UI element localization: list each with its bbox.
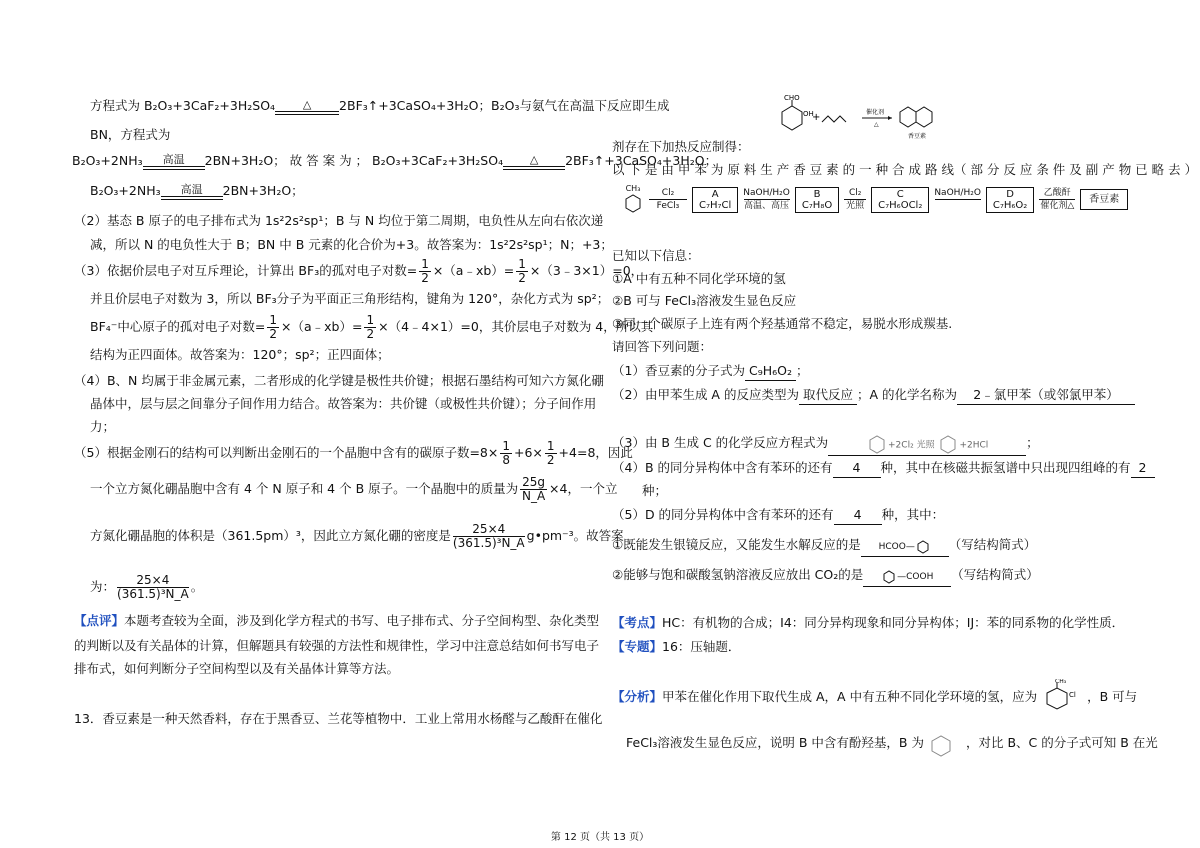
text: FeCl₃溶液发生显色反应，说明 B 中含有酚羟基，B 为 <box>626 735 924 750</box>
text: 的判断以及有关晶体的计算，但解题具有较强的方法性和规律性，学习中注意总结如何书写电子 <box>74 638 600 653</box>
label: A <box>711 188 719 200</box>
zhuanti <box>612 638 740 656</box>
para-5-line-3 <box>90 523 624 550</box>
ch3-label: CH₃ <box>1055 679 1067 685</box>
text: 种，其中在核磁共振氢谱中只出现四组峰的有 <box>880 460 1131 475</box>
text: （5）D 的同分异构体中含有苯环的还有 <box>612 507 834 522</box>
review-tag: 【点评】 <box>74 613 125 628</box>
page-footer: 第 12 页（共 13 页） <box>550 832 650 843</box>
cho-label: CHO <box>784 94 800 102</box>
reagent: NaOH/H₂O <box>743 188 790 198</box>
text: ②能够与饱和碳酸氢钠溶液反应放出 CO₂的是 <box>612 567 864 582</box>
text: 一个立方氮化硼晶胞中含有 4 个 N 原子和 4 个 B 原子。一个晶胞中的质量为 <box>90 481 519 496</box>
numerator: 1 <box>518 257 526 271</box>
text: 并且价层电子对数为 3，所以 BF₃分子为平面正三角形结构，键角为 120°，杂化方式为 sp²； <box>90 291 610 306</box>
denominator: 2 <box>421 271 429 285</box>
numerator: 1 <box>269 313 277 327</box>
fraction-mass <box>520 476 547 503</box>
denominator: 2 <box>518 271 526 285</box>
compound-a <box>692 187 738 213</box>
denominator: N_A <box>521 489 546 503</box>
para-3-line-3 <box>90 314 653 341</box>
text: 2BF₃↑+3CaSO₄+3H₂O；B₂O₃与氨气在高温下反应即生成 <box>339 98 670 113</box>
denominator: (361.5)³N_A <box>117 587 189 601</box>
text: 减，所以 N 的电负性大于 B；BN 中 B 元素的化合价为+3。故答案为：1s²2s²sp¹；N；+3； <box>90 237 613 252</box>
double-line <box>275 111 339 115</box>
condition: △ <box>529 153 539 166</box>
reagent: 光照 <box>846 201 865 211</box>
ch3-label: CH₃ <box>625 184 641 193</box>
zhuanti-tag: 【专题】 <box>612 639 663 654</box>
answer-2 <box>612 386 1135 405</box>
text: 2BN+3H₂O； 故 答 案 为 ； B₂O₃+3CaF₂+3H₂SO₄ <box>204 153 504 168</box>
text: 以 下 是 由 甲 苯 为 原 料 生 产 香 豆 素 的 一 种 合 成 路 线（ 部 分 反 应 条 件 及 副 产 物 已 略 去 ） <box>612 162 1198 177</box>
toluene-ring <box>622 193 644 215</box>
text: BF₄⁻中心原子的孤对电子对数= <box>90 319 266 334</box>
salicylaldehyde-reaction <box>762 94 962 142</box>
denominator: 2 <box>546 453 555 467</box>
step-1 <box>649 188 687 211</box>
text: B₂O₃+2NH₃ <box>90 183 161 198</box>
coumarin-box: 香豆素 <box>1080 189 1128 210</box>
denominator: 8 <box>502 453 510 467</box>
text: 已知以下信息： <box>612 248 700 263</box>
text: 种； <box>642 483 668 498</box>
denominator: (361.5)³N_A <box>452 536 525 550</box>
fraction-density <box>453 523 525 550</box>
numerator: 1 <box>366 313 375 327</box>
para-5-line-1 <box>74 440 633 467</box>
text: ×（3﹣3×1）=0， <box>529 263 644 278</box>
review-line-1 <box>74 612 599 630</box>
text: ； <box>795 363 809 378</box>
plus-sign: + <box>812 112 821 123</box>
text: 2BN+3H₂O； <box>222 183 304 198</box>
text: 力； <box>90 419 116 434</box>
compound-d <box>986 187 1034 213</box>
toluene <box>622 184 644 215</box>
para-3-line-1 <box>74 258 643 285</box>
structure-answer: —COOH <box>863 568 951 587</box>
text: ②B 可与 FeCl₃溶液发生显色反应 <box>612 293 797 308</box>
answer-1 <box>612 362 808 381</box>
ring <box>915 540 931 554</box>
kaodian-tag: 【考点】 <box>612 615 663 630</box>
text: HC：有机物的合成；I4：同分异构现象和同分异构体；IJ：苯的同系物的化学性质． <box>662 615 1125 630</box>
reagent: Cl₂ <box>661 188 675 198</box>
text: （5）根据金刚石的结构可以判断出金刚石的一个晶胞中含有的碳原子数=8× <box>74 445 499 460</box>
formula: C₇H₆O₂ <box>992 199 1028 211</box>
chlorotoluene-svg <box>1037 679 1087 713</box>
numerator: 25g <box>522 475 546 489</box>
heat-arrow <box>275 99 339 115</box>
step-5 <box>1039 188 1075 211</box>
step-4 <box>934 188 981 211</box>
double-line <box>161 196 223 200</box>
text: 为： <box>90 579 116 594</box>
text: 种，其中： <box>881 507 945 522</box>
numerator: 25×4 <box>117 574 189 588</box>
oh-label: OH <box>803 110 814 118</box>
text: BN，方程式为 <box>90 127 171 142</box>
anhydride <box>822 116 846 122</box>
heat-label: △ <box>874 121 879 128</box>
text: +4=8，因此 <box>558 445 633 460</box>
fraction-half <box>267 314 279 341</box>
equation-line-4 <box>90 182 304 200</box>
fraction-eighth <box>500 440 512 467</box>
answer: 4 <box>834 506 882 525</box>
text: （写结构简式） <box>951 567 1039 582</box>
fraction-half <box>545 440 557 467</box>
text: 方程式为 B₂O₃+3CaF₂+3H₂SO₄ <box>90 98 276 113</box>
text: ×（4﹣4×1）=0，其价层电子对数为 4，所以其 <box>378 319 654 334</box>
formula: C₇H₇Cl <box>698 199 732 211</box>
reaction-svg <box>762 94 952 142</box>
denominator: 2 <box>366 327 375 341</box>
compound-b <box>795 187 839 213</box>
text: 晶体中，层与层之间靠分子间作用力结合。故答案为：共价键（或极性共价键）；分子间作用 <box>90 396 597 411</box>
reagent: 乙酸酐 <box>1043 188 1071 198</box>
high-temp-arrow <box>161 184 223 200</box>
numerator: 25×4 <box>453 523 525 537</box>
para-5-line-2 <box>90 476 617 503</box>
condition: △ <box>302 98 312 111</box>
coumarin-ring-1 <box>900 107 916 127</box>
equation-line-1 <box>90 97 669 115</box>
numerator: 1 <box>421 257 429 271</box>
structure-answer: HCOO— <box>861 538 949 557</box>
text: 请回答下列问题： <box>612 339 713 354</box>
text: 2BF₃↑+3CaSO₄+3H₂O； <box>565 153 718 168</box>
analysis-line-1 <box>612 679 1138 706</box>
byproduct: +2HCl <box>959 440 989 450</box>
text: 甲苯在催化作用下取代生成 A，A 中有五种不同化学环境的氢，应为 <box>662 689 1038 704</box>
reagent: 高温、高压 <box>744 201 790 211</box>
text: 。 <box>190 579 204 594</box>
formula: C₇H₆OCl₂ <box>878 199 923 211</box>
catalyst-label: 催化剂 <box>866 109 885 116</box>
answer: C₉H₆O₂ <box>745 362 796 381</box>
text: 结构为正四面体。故答案为：120°；sp²；正四面体； <box>90 347 390 362</box>
denominator: 2 <box>269 327 277 341</box>
text: ，对比 B、C 的分子式可知 B 在光 <box>965 735 1158 750</box>
reagent: Cl₂ <box>848 188 862 198</box>
group: HCOO <box>878 542 906 552</box>
analysis-tag: 【分析】 <box>612 689 663 704</box>
text: （4）B 的同分异构体中含有苯环的还有 <box>612 460 833 475</box>
fraction-half <box>364 314 376 341</box>
text: 16：压轴题． <box>662 639 741 654</box>
text: 排布式，如何判断分子空间构型以及有关晶体计算等方法。 <box>74 661 400 676</box>
text: （3）依据价层电子对互斥理论，计算出 BF₃的孤对电子对数= <box>74 263 418 278</box>
condition: 光照 <box>916 440 935 450</box>
answer-4 <box>612 459 1155 478</box>
text: B₂O₃+2NH₃ <box>72 153 143 168</box>
text: ×（a﹣xb）= <box>432 263 515 278</box>
answer: 2﹣氯甲苯（或邻氯甲苯） <box>957 386 1135 405</box>
formula: C₇H₈O <box>801 199 833 211</box>
numerator: 1 <box>546 439 555 453</box>
text: ×4，一个立 <box>549 481 618 496</box>
answer: 4 <box>833 459 881 478</box>
text: （写结构简式） <box>948 537 1037 552</box>
text: +6× <box>514 445 543 460</box>
answer-5 <box>612 506 944 525</box>
text: ； <box>1026 435 1039 450</box>
text: ；A 的化学名称为 <box>856 387 957 402</box>
fraction-density <box>117 574 189 601</box>
label: B <box>813 188 821 200</box>
benzene-ring <box>782 106 802 130</box>
text: （3）由 B 生成 C 的化学反应方程式为 <box>612 435 829 450</box>
text: ，B 可与 <box>1087 689 1138 704</box>
step-2 <box>743 188 790 211</box>
text: 方氮化硼晶胞的体积是（361.5pm）³，因此立方氮化硼的密度是 <box>90 528 451 543</box>
reaction-equation <box>828 435 1026 456</box>
text: 剂存在下加热反应制得： <box>612 139 750 154</box>
reagent: FeCl₃ <box>656 201 680 211</box>
reagent: 催化剂△ <box>1040 201 1075 211</box>
fraction-half <box>516 258 528 285</box>
text: ③同一个碳原子上连有两个羟基通常不稳定，易脱水形成羰基. <box>612 316 953 331</box>
answer-7 <box>612 566 1039 587</box>
ring <box>881 570 897 584</box>
condition: 高温 <box>162 153 185 166</box>
text: ×（a﹣xb）= <box>281 319 363 334</box>
reagent: +2Cl₂ <box>888 440 914 450</box>
label: C <box>896 188 904 200</box>
fraction-half <box>419 258 431 285</box>
analysis-line-2 <box>626 734 1158 752</box>
text: ①既能发生银镜反应，又能发生水解反应的是 <box>612 537 861 552</box>
cresol-svg <box>924 729 966 759</box>
heat-arrow <box>503 154 565 170</box>
text: g•pm⁻³。故答案 <box>526 528 624 543</box>
coumarin-ring-2 <box>916 107 932 127</box>
text: （2）由甲苯生成 A 的反应类型为 <box>612 387 799 402</box>
double-line <box>503 166 565 170</box>
high-temp-arrow <box>143 154 205 170</box>
reagent: NaOH/H₂O <box>934 188 981 198</box>
text: 本题考查较为全面，涉及到化学方程式的书写、电子排布式、分子空间构型、杂化类型 <box>124 613 600 628</box>
arrowhead <box>888 116 892 120</box>
text: （1）香豆素的分子式为 <box>612 363 745 378</box>
condition: 高温 <box>180 183 203 196</box>
text: ①A 中有五种不同化学环境的氢 <box>612 271 786 286</box>
text: （2）基态 B 原子的电子排布式为 1s²2s²sp¹；B 与 N 均位于第二周期，电负性从左向右依次递 <box>74 213 604 228</box>
phenol-ring <box>866 435 888 455</box>
product-ring <box>937 435 959 455</box>
step-3 <box>844 188 866 211</box>
compound-c <box>871 187 929 213</box>
coumarin-label: 香豆素 <box>908 133 927 140</box>
answer: 2 <box>1131 459 1155 478</box>
answer-6 <box>612 536 1036 557</box>
group: COOH <box>906 572 934 582</box>
answer-3 <box>612 434 1039 456</box>
kaodian <box>612 614 1124 632</box>
text: （4）B、N 均属于非金属元素，二者形成的化学键是极性共价键；根据石墨结构可知六方氮化硼 <box>74 373 604 388</box>
numerator: 1 <box>502 439 510 453</box>
double-line <box>143 166 205 170</box>
question-13: 13．香豆素是一种天然香料，存在于黑香豆、兰花等植物中．工业上常用水杨醛与乙酸酐在催化 <box>74 711 603 726</box>
para-5-line-4 <box>90 574 203 601</box>
answer: 取代反应 <box>799 386 857 405</box>
cl-label: Cl <box>1069 691 1076 699</box>
synthesis-route <box>622 184 1128 215</box>
label: D <box>1006 188 1014 200</box>
